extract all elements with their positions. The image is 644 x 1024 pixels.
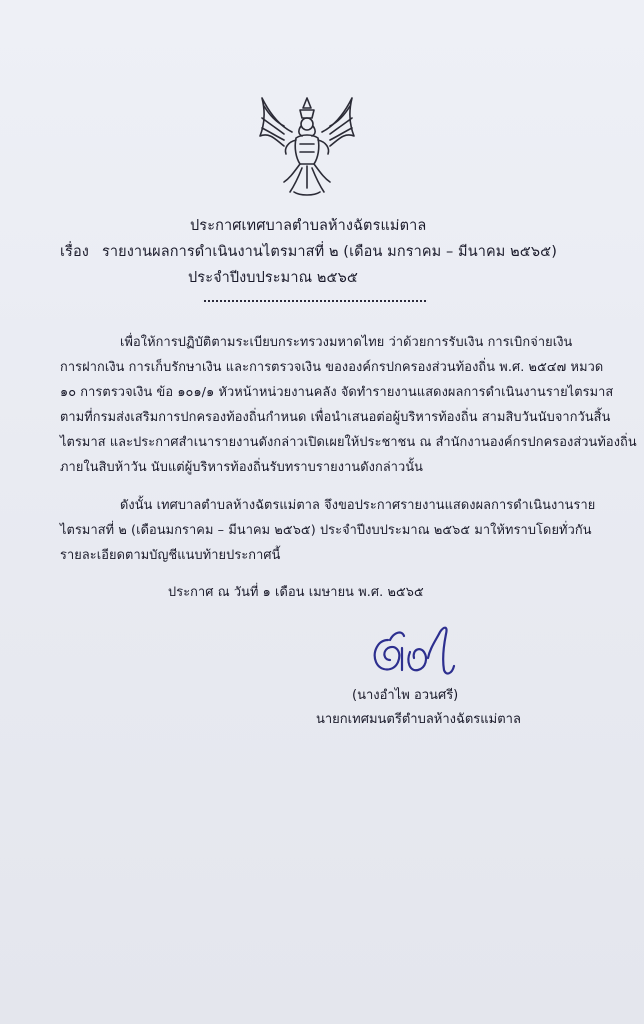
subject-text: รายงานผลการดำเนินงานไตรมาสที่ ๒ (เดือน มกราคม – มีนาคม ๒๕๖๕)	[102, 244, 558, 260]
signer-name: (นางอำไพ อวนศรี)	[352, 688, 459, 703]
header-divider	[204, 300, 426, 302]
paragraph-2-line: ดังนั้น เทศบาลตำบลห้างฉัตรแม่ตาล จึงขอประกาศรายงานแสดงผลการดำเนินงานราย	[120, 498, 596, 513]
paragraph-1-line: ไตรมาส และประกาศสำเนารายงานดังกล่าวเปิดเผยให้ประชาชน ณ สำนักงานองค์กรปกครองส่วนท้องถิ่น	[60, 435, 637, 450]
garuda-emblem-icon	[254, 92, 360, 202]
handwritten-signature	[366, 618, 466, 680]
paragraph-1-line: เพื่อให้การปฏิบัติตามระเบียบกระทรวงมหาดไทย ว่าด้วยการรับเงิน การเบิกจ่ายเงิน	[120, 335, 573, 350]
announcement-date: ประกาศ ณ วันที่ ๑ เดือน เมษายน พ.ศ. ๒๕๖๕	[168, 585, 424, 600]
paragraph-1-line: ภายในสิบห้าวัน นับแต่ผู้บริหารท้องถิ่นรับทราบรายงานดังกล่าวนั้น	[60, 460, 424, 475]
subject-label: เรื่อง	[60, 244, 89, 260]
paragraph-2-line: ไตรมาสที่ ๒ (เดือนมกราคม – มีนาคม ๒๕๖๕) ประจำปีงบประมาณ ๒๕๖๕ มาให้ทราบโดยทั่วกัน	[60, 523, 592, 538]
announcement-title: ประกาศเทศบาลตำบลห้างฉัตรแม่ตาล	[190, 218, 427, 234]
signer-position: นายกเทศมนตรีตำบลห้างฉัตรแม่ตาล	[316, 712, 521, 727]
paragraph-1-line: ๑๐ การตรวจเงิน ข้อ ๑๐๑/๑ หัวหน้าหน่วยงานคลัง จัดทำรายงานแสดงผลการดำเนินงานรายไตรมาส	[60, 385, 614, 400]
paragraph-1-line: การฝากเงิน การเก็บรักษาเงิน และการตรวจเงิน ขององค์กรปกครองส่วนท้องถิ่น พ.ศ. ๒๕๔๗ หมวด	[60, 360, 604, 375]
paragraph-2-line: รายละเอียดตามบัญชีแนบท้ายประกาศนี้	[60, 548, 281, 563]
paragraph-1-line: ตามที่กรมส่งเสริมการปกครองท้องถิ่นกำหนด เพื่อนำเสนอต่อผู้บริหารท้องถิ่น สามสิบวันนับจากวันสิ้น	[60, 410, 611, 425]
fiscal-year-line: ประจำปีงบประมาณ ๒๕๖๕	[188, 270, 358, 286]
